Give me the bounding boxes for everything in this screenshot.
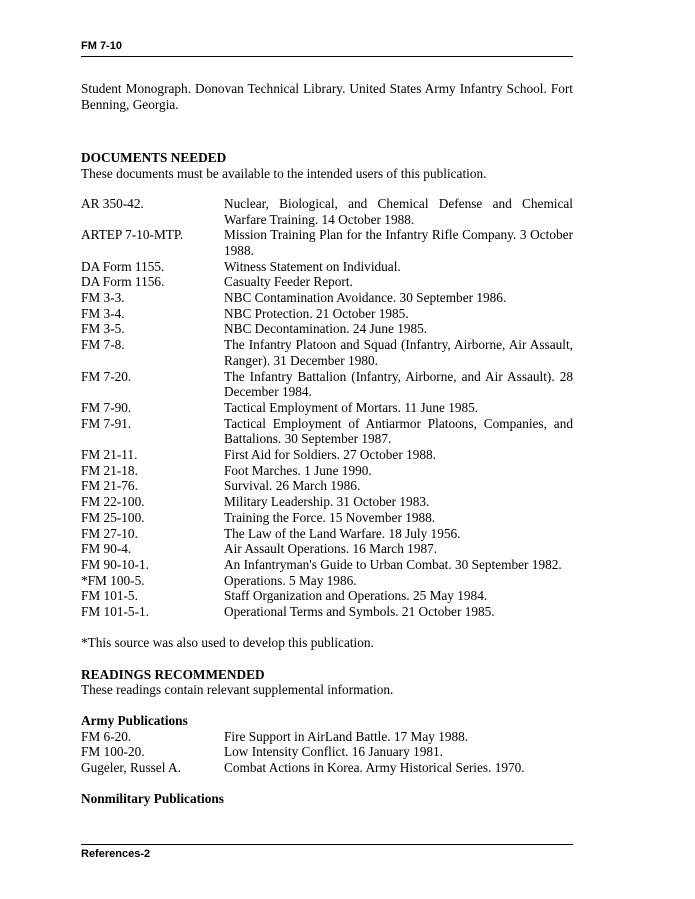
reference-title: Mission Training Plan for the Infantry Rifle Company. 3 October 1988. [224,227,573,258]
nonmilitary-publications-title: Nonmilitary Publications [81,790,224,806]
reference-entry [81,321,573,337]
reference-id: DA Form 1155. [81,258,165,274]
reference-title: Foot Marches. 1 June 1990. [224,462,372,478]
reference-title: Nuclear, Biological, and Chemical Defense and Chemical Warfare Training. 14 October 1988. [224,195,573,227]
reference-title: Training the Force. 15 November 1988. [224,509,436,525]
readings-recommended-title: READINGS RECOMMENDED [81,666,265,682]
footer-page-label: References-2 [81,848,151,860]
reference-id: FM 21-11. [81,447,138,463]
reference-entry [81,494,573,510]
reference-id: FM 3-3. [81,290,125,306]
documents-needed-list [81,196,573,620]
reference-id: FM 25-100. [81,509,145,525]
reference-title: The Infantry Platoon and Squad (Infantry, Airborne, Air Assault, Ranger). 31 December 1980. [224,337,573,368]
reference-title: Casualty Feeder Report. [224,274,353,290]
reference-entry [81,526,573,542]
reference-entry [81,541,573,557]
reference-id: FM 7-8. [81,337,125,353]
reference-entry [81,760,573,776]
reference-title: NBC Decontamination. 24 June 1985. [224,321,428,337]
reference-title: Operational Terms and Symbols. 21 October 1985. [224,604,495,620]
page-header [81,40,573,57]
reference-entry [81,227,573,258]
reference-entry [81,290,573,306]
reference-entry [81,196,573,227]
reference-entry [81,588,573,604]
reference-title: Combat Actions in Korea. Army Historical Series. 1970. [224,760,525,776]
reference-id: *FM 100-5. [81,572,145,588]
reference-entry [81,337,573,368]
reference-entry [81,478,573,494]
reference-id: AR 350-42. [81,195,144,211]
reference-title: NBC Contamination Avoidance. 30 September 1986. [224,290,507,306]
reference-id: FM 90-4. [81,541,132,557]
reference-id: FM 27-10. [81,525,138,541]
reference-entry [81,369,573,400]
reference-entry [81,729,573,745]
reference-id: FM 101-5. [81,588,138,604]
reference-entry [81,573,573,589]
documents-needed-description: These documents must be available to the intended users of this publication. [81,166,487,182]
page-footer [81,844,573,861]
reference-id: FM 7-90. [81,399,132,415]
reference-id: FM 6-20. [81,728,132,744]
reference-title: Tactical Employment of Antiarmor Platoons, Companies, and Battalions. 30 September 1987. [224,415,573,447]
reference-entry [81,463,573,479]
army-publications-title: Army Publications [81,712,188,728]
reference-title: Military Leadership. 31 October 1983. [224,494,430,510]
reference-id: FM 7-20. [81,368,132,384]
page-content [81,81,573,806]
reference-title: Tactical Employment of Mortars. 11 June 1985. [224,399,479,415]
reference-title: First Aid for Soldiers. 27 October 1988. [224,447,436,463]
reference-id: FM 100-20. [81,744,145,760]
reference-id: FM 22-100. [81,494,145,510]
reference-title: Witness Statement on Individual. [224,258,401,274]
reference-title: The Infantry Battalion (Infantry, Airborne, and Air Assault). 28 December 1984. [224,368,573,400]
reference-entry [81,306,573,322]
reference-title: The Law of the Land Warfare. 18 July 1956. [224,525,461,541]
header-code: FM 7-10 [81,40,122,52]
reference-entry [81,744,573,760]
reference-title: An Infantryman's Guide to Urban Combat. 30 September 1982. [224,556,562,572]
reference-entry [81,604,573,620]
reference-entry [81,259,573,275]
reference-id: FM 90-10-1. [81,556,149,572]
readings-recommended-description: These readings contain relevant supplemental information. [81,682,394,698]
reference-title: Air Assault Operations. 16 March 1987. [224,541,438,557]
reference-entry [81,274,573,290]
reference-id: DA Form 1156. [81,274,165,290]
intro-paragraph: Student Monograph. Donovan Technical Library. United States Army Infantry School. Fort Benning, Georgia. [81,81,573,112]
reference-id: FM 101-5-1. [81,604,149,620]
reference-entry [81,510,573,526]
reference-title: Low Intensity Conflict. 16 January 1981. [224,744,443,760]
reference-title: Survival. 26 March 1986. [224,478,361,494]
reference-entry [81,400,573,416]
reference-id: Gugeler, Russel A. [81,760,181,776]
army-publications-list [81,729,573,776]
reference-id: FM 7-91. [81,415,132,431]
reference-entry [81,557,573,573]
documents-footnote: *This source was also used to develop this publication. [81,634,374,650]
reference-id: FM 21-76. [81,478,138,494]
reference-id: ARTEP 7-10-MTP. [81,227,184,243]
reference-entry [81,416,573,447]
reference-title: Fire Support in AirLand Battle. 17 May 1988. [224,728,469,744]
reference-id: FM 21-18. [81,462,138,478]
reference-id: FM 3-5. [81,321,125,337]
reference-title: Operations. 5 May 1986. [224,572,357,588]
documents-needed-title: DOCUMENTS NEEDED [81,150,227,166]
reference-title: NBC Protection. 21 October 1985. [224,305,409,321]
reference-title: Staff Organization and Operations. 25 May 1984. [224,588,488,604]
reference-id: FM 3-4. [81,305,125,321]
reference-entry [81,447,573,463]
